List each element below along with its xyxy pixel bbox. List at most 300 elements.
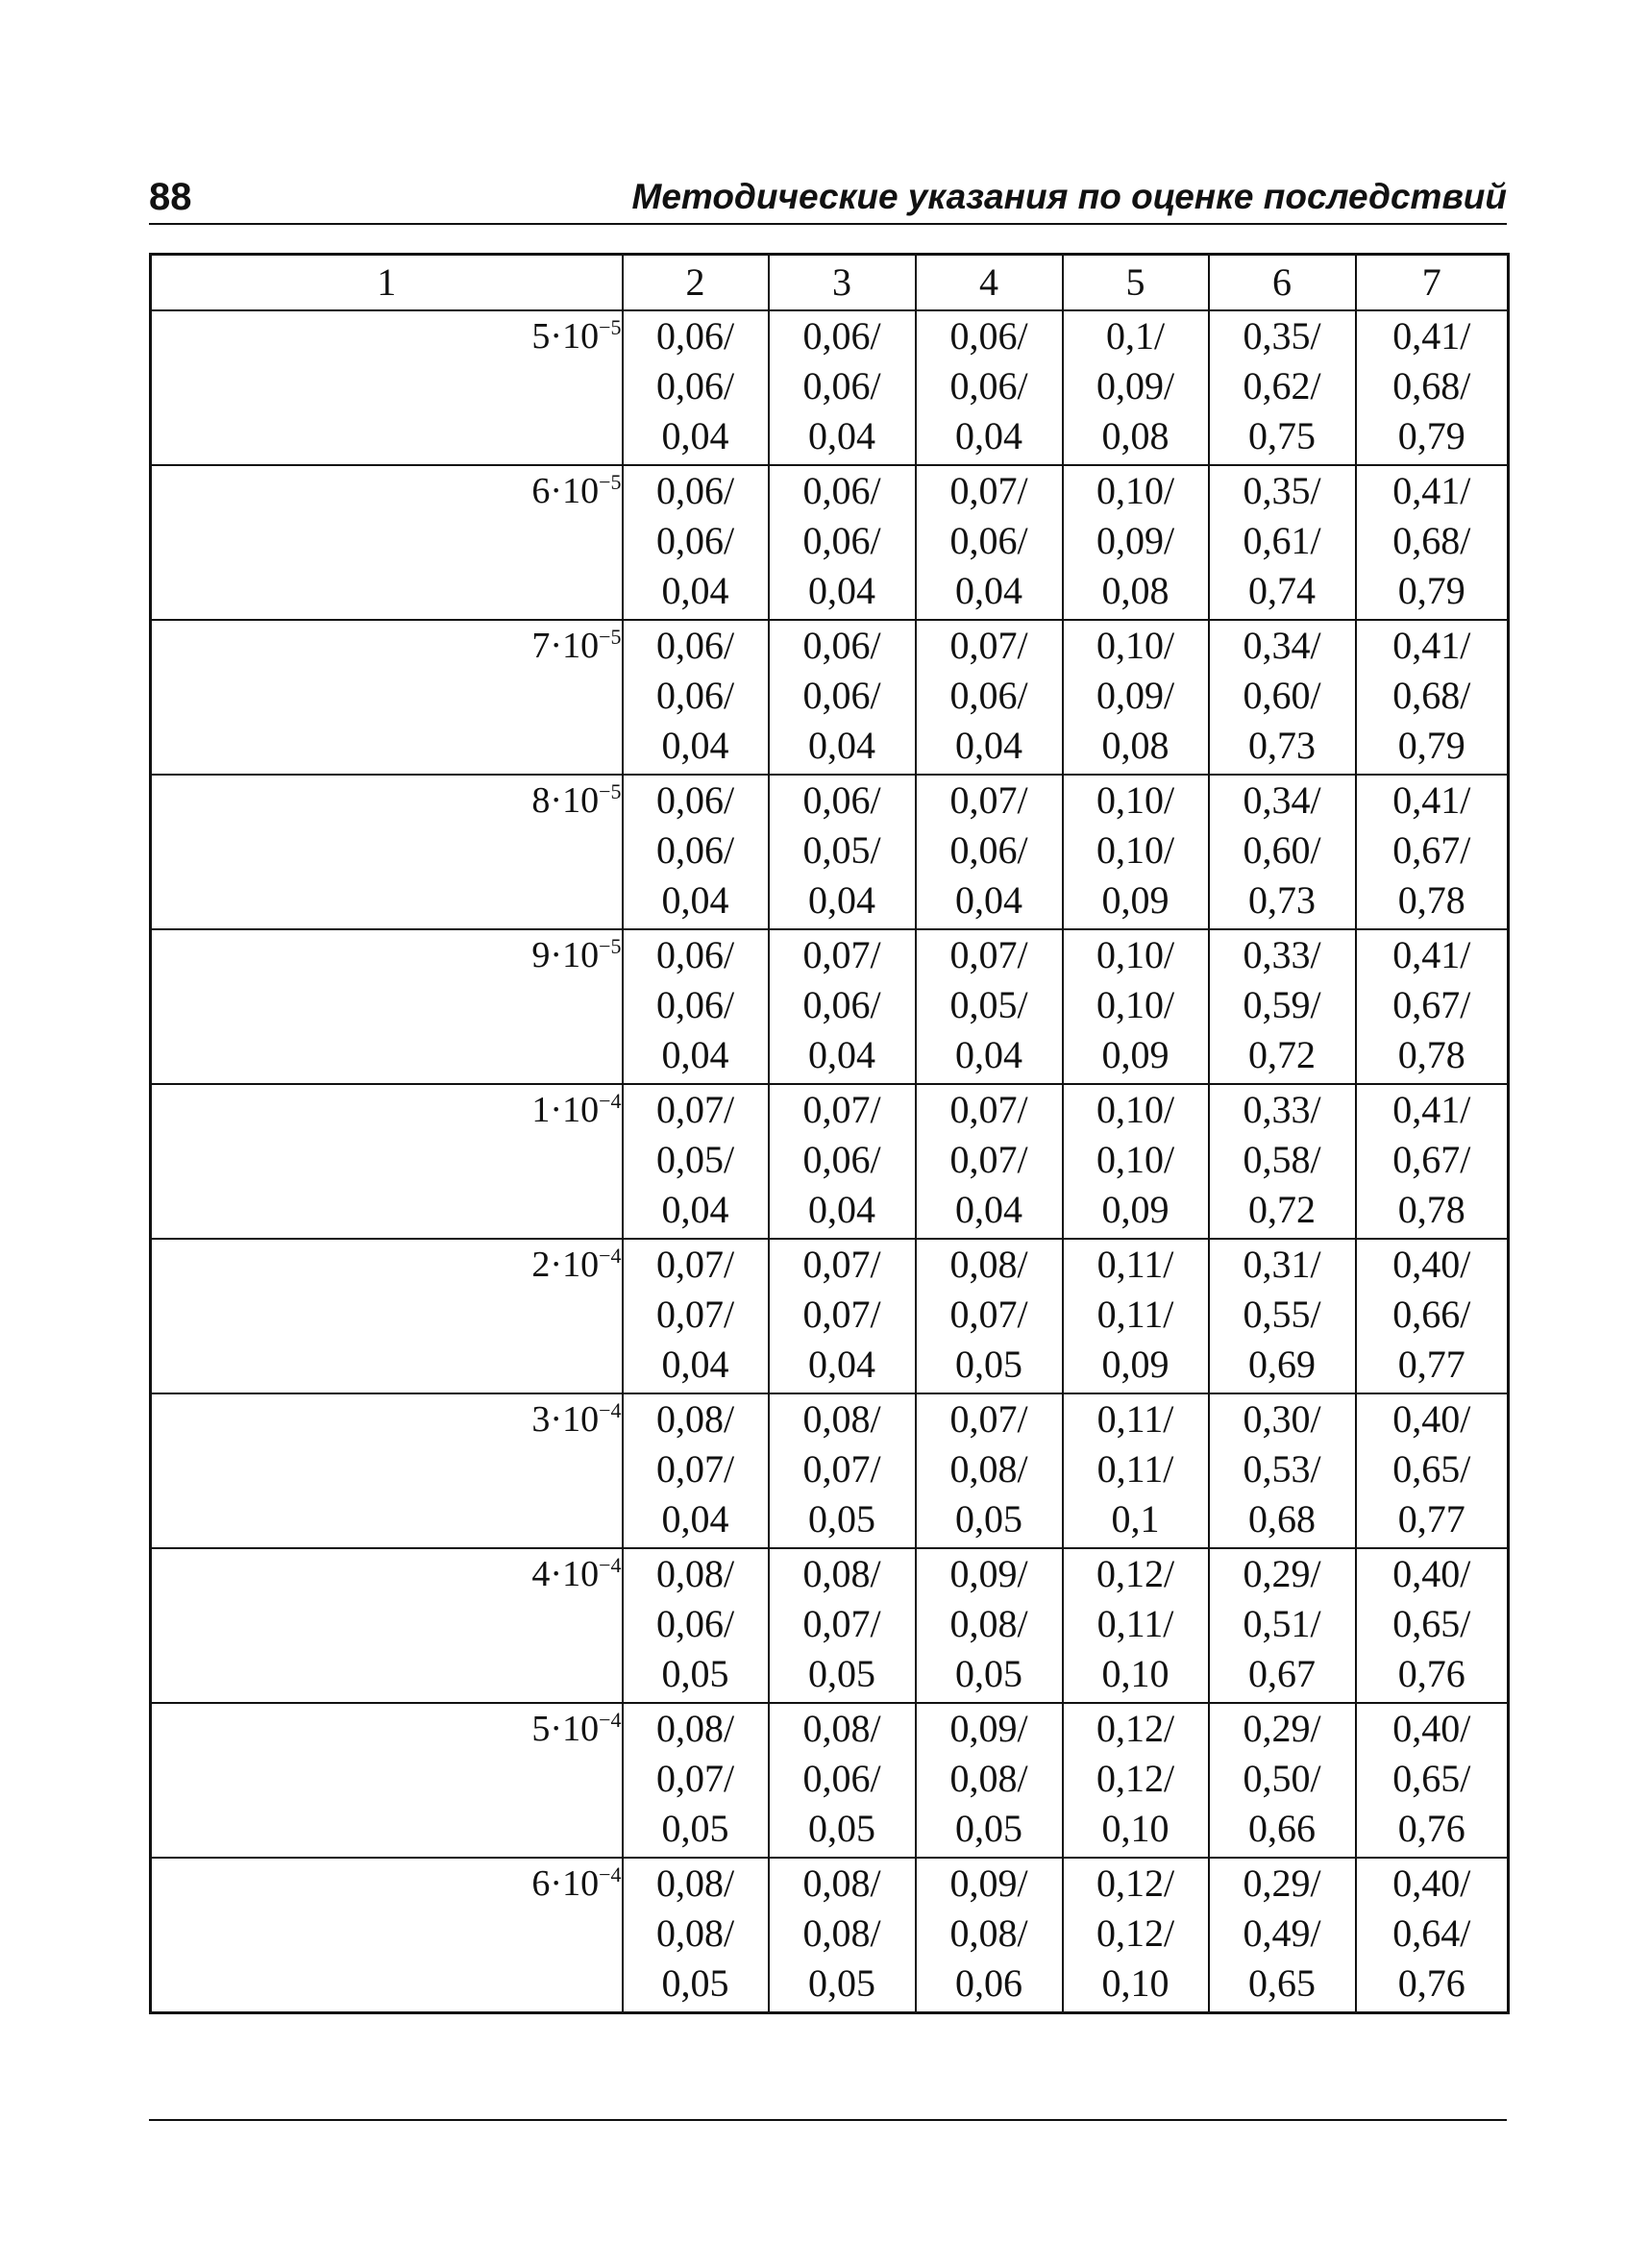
table-cell: [1356, 1084, 1509, 1239]
cell-value: 0,08: [1101, 724, 1170, 767]
table-row: [151, 775, 1509, 929]
table-cell: [916, 1858, 1063, 2012]
cell-value: 0,08/: [949, 1243, 1028, 1286]
row-label-exponent: −5: [599, 470, 622, 494]
cell-value: 0,29/: [1243, 1552, 1321, 1595]
cell-value: 0,05/: [655, 1138, 735, 1181]
cell-value: 0,06/: [949, 828, 1028, 872]
cell-value: 0,64/: [1392, 1911, 1471, 1955]
cell-value: 0,07/: [949, 778, 1028, 822]
cell-value: 0,06/: [655, 469, 735, 512]
cell-value: 0,06/: [655, 778, 735, 822]
cell-value: 0,77: [1397, 1497, 1465, 1541]
table-cell: [1063, 1703, 1209, 1858]
cell-value: 0,04: [808, 1188, 875, 1231]
cell-value: 0,08/: [655, 1707, 735, 1750]
cell-value: 0,07/: [802, 1293, 881, 1336]
cell-value: 0,67: [1248, 1652, 1316, 1695]
row-label-exponent: −5: [599, 934, 622, 958]
footer-rule: [149, 2119, 1507, 2121]
cell-value: 0,04: [955, 1033, 1022, 1076]
cell-value: 0,08: [1101, 414, 1170, 457]
table-cell: [1209, 1239, 1356, 1393]
cell-value: 0,40/: [1392, 1707, 1471, 1750]
table-row: [151, 620, 1509, 775]
row-label-exponent: −4: [599, 1862, 622, 1886]
cell-value: 0,06/: [802, 674, 881, 717]
cell-value: 0,05: [955, 1497, 1022, 1541]
cell-value: 0,40/: [1392, 1397, 1471, 1441]
cell-value: 0,40/: [1392, 1861, 1471, 1905]
cell-value: 0,49/: [1243, 1911, 1321, 1955]
table-cell: [1209, 1393, 1356, 1548]
cell-value: 0,76: [1397, 1961, 1465, 2005]
table-cell: [1356, 775, 1509, 929]
cell-value: 0,06/: [802, 364, 881, 407]
cell-value: 0,07/: [949, 1293, 1028, 1336]
cell-value: 0,11/: [1096, 1293, 1174, 1336]
cell-value: 0,78: [1397, 878, 1465, 922]
table-cell: [623, 1703, 769, 1858]
cell-value: 0,10/: [1096, 778, 1175, 822]
header-row: [151, 255, 1509, 311]
cell-value: 0,31/: [1243, 1243, 1321, 1286]
cell-value: 0,79: [1397, 724, 1465, 767]
table-cell: [1063, 1084, 1209, 1239]
row-label-exponent: −5: [599, 779, 622, 803]
table-cell: [1356, 1393, 1509, 1548]
cell-value: 0,40/: [1392, 1552, 1471, 1595]
cell-value: 0,60/: [1243, 674, 1321, 717]
cell-value: 0,04: [661, 724, 729, 767]
cell-value: 0,65/: [1392, 1447, 1471, 1491]
cell-value: 0,07/: [949, 1138, 1028, 1181]
cell-value: 0,06/: [802, 1138, 881, 1181]
table-cell: [916, 929, 1063, 1084]
column-header: 5: [1063, 255, 1209, 311]
table-cell: [1209, 1858, 1356, 2012]
cell-value: 0,10/: [1096, 1088, 1175, 1131]
cell-value: 0,05: [955, 1343, 1022, 1386]
table-cell: [623, 620, 769, 775]
cell-value: 0,35/: [1243, 469, 1321, 512]
table-cell: [623, 1393, 769, 1548]
cell-value: 0,06: [955, 1961, 1022, 2005]
cell-value: 0,68/: [1392, 364, 1471, 407]
cell-value: 0,73: [1248, 724, 1316, 767]
table-cell: [1356, 1703, 1509, 1858]
cell-value: 0,09: [1101, 878, 1170, 922]
cell-value: 0,06/: [802, 1757, 881, 1800]
row-label-base: 9·10: [531, 935, 600, 975]
cell-value: 0,04: [808, 1343, 875, 1386]
cell-value: 0,78: [1397, 1033, 1465, 1076]
cell-value: 0,06/: [949, 674, 1028, 717]
cell-value: 0,12/: [1096, 1707, 1175, 1750]
cell-value: 0,07/: [802, 1602, 881, 1645]
cell-value: 0,09/: [949, 1861, 1028, 1905]
table-cell: [769, 929, 916, 1084]
table-cell: [916, 1239, 1063, 1393]
row-label: [151, 1548, 623, 1703]
table-cell: [916, 1703, 1063, 1858]
table-cell: [916, 1393, 1063, 1548]
cell-value: 0,11/: [1096, 1602, 1174, 1645]
table-row: [151, 1703, 1509, 1858]
cell-value: 0,59/: [1243, 983, 1321, 1026]
cell-value: 0,74: [1248, 569, 1316, 612]
cell-value: 0,79: [1397, 569, 1465, 612]
cell-value: 0,04: [661, 878, 729, 922]
cell-value: 0,73: [1248, 878, 1316, 922]
table-cell: [1063, 620, 1209, 775]
cell-value: 0,04: [955, 569, 1022, 612]
cell-value: 0,69: [1248, 1343, 1316, 1386]
data-table: [149, 253, 1510, 2014]
cell-value: 0,08/: [949, 1757, 1028, 1800]
table-cell: [1063, 310, 1209, 465]
row-label-base: 5·10: [531, 1709, 600, 1749]
table-cell: [769, 775, 916, 929]
cell-value: 0,09: [1101, 1343, 1170, 1386]
column-header: 2: [623, 255, 769, 311]
cell-value: 0,07/: [655, 1757, 735, 1800]
cell-value: 0,65/: [1392, 1757, 1471, 1800]
table-cell: [916, 1084, 1063, 1239]
cell-value: 0,41/: [1392, 778, 1471, 822]
cell-value: 0,78: [1397, 1188, 1465, 1231]
row-label: [151, 1393, 623, 1548]
cell-value: 0,06/: [655, 933, 735, 976]
cell-value: 0,68/: [1392, 519, 1471, 562]
cell-value: 0,07/: [949, 1088, 1028, 1131]
table-row: [151, 1239, 1509, 1393]
table-cell: [1063, 465, 1209, 620]
cell-value: 0,04: [661, 1343, 729, 1386]
cell-value: 0,41/: [1392, 933, 1471, 976]
cell-value: 0,65/: [1392, 1602, 1471, 1645]
row-label: [151, 929, 623, 1084]
cell-value: 0,06/: [802, 469, 881, 512]
cell-value: 0,75: [1248, 414, 1316, 457]
table-cell: [1356, 1858, 1509, 2012]
cell-value: 0,10/: [1096, 1138, 1175, 1181]
cell-value: 0,41/: [1392, 469, 1471, 512]
table-cell: [1063, 1393, 1209, 1548]
cell-value: 0,12/: [1096, 1911, 1175, 1955]
cell-value: 0,33/: [1243, 1088, 1321, 1131]
row-label: [151, 465, 623, 620]
row-label-exponent: −5: [599, 625, 622, 649]
cell-value: 0,06/: [655, 364, 735, 407]
table-cell: [769, 1703, 916, 1858]
cell-value: 0,08/: [655, 1552, 735, 1595]
cell-value: 0,07/: [949, 624, 1028, 667]
cell-value: 0,04: [661, 1497, 729, 1541]
table-cell: [916, 1548, 1063, 1703]
cell-value: 0,04: [955, 414, 1022, 457]
cell-value: 0,10: [1101, 1652, 1170, 1695]
table-row: [151, 1858, 1509, 2012]
table-cell: [916, 620, 1063, 775]
column-header: 4: [916, 255, 1063, 311]
cell-value: 0,08/: [802, 1552, 881, 1595]
table-cell: [1356, 310, 1509, 465]
cell-value: 0,1: [1111, 1497, 1160, 1541]
cell-value: 0,07/: [949, 933, 1028, 976]
table-cell: [623, 929, 769, 1084]
cell-value: 0,53/: [1243, 1447, 1321, 1491]
row-label-base: 1·10: [531, 1090, 600, 1130]
cell-value: 0,12/: [1096, 1552, 1175, 1595]
cell-value: 0,07/: [949, 1397, 1028, 1441]
cell-value: 0,04: [955, 1188, 1022, 1231]
row-label-exponent: −5: [599, 315, 622, 339]
cell-value: 0,09: [1101, 1188, 1170, 1231]
cell-value: 0,66/: [1392, 1293, 1471, 1336]
cell-value: 0,04: [808, 724, 875, 767]
table-cell: [1063, 1858, 1209, 2012]
cell-value: 0,51/: [1243, 1602, 1321, 1645]
row-label: [151, 310, 623, 465]
table-cell: [769, 1858, 916, 2012]
cell-value: 0,06/: [949, 364, 1028, 407]
table-row: [151, 1548, 1509, 1703]
table-cell: [1209, 775, 1356, 929]
cell-value: 0,08/: [802, 1861, 881, 1905]
cell-value: 0,08/: [655, 1397, 735, 1441]
row-label-base: 2·10: [531, 1245, 600, 1285]
cell-value: 0,41/: [1392, 1088, 1471, 1131]
cell-value: 0,06/: [802, 519, 881, 562]
table-cell: [1063, 929, 1209, 1084]
cell-value: 0,07/: [802, 933, 881, 976]
cell-value: 0,05: [661, 1807, 729, 1850]
cell-value: 0,09/: [949, 1707, 1028, 1750]
table-cell: [1209, 620, 1356, 775]
cell-value: 0,08/: [949, 1602, 1028, 1645]
table-cell: [769, 1393, 916, 1548]
cell-value: 0,10/: [1096, 983, 1175, 1026]
page-header: [149, 173, 1507, 221]
cell-value: 0,07/: [655, 1293, 735, 1336]
column-header: 3: [769, 255, 916, 311]
row-label-exponent: −4: [599, 1089, 622, 1113]
cell-value: 0,06/: [802, 314, 881, 357]
table-cell: [769, 1084, 916, 1239]
row-label: [151, 775, 623, 929]
cell-value: 0,34/: [1243, 624, 1321, 667]
cell-value: 0,04: [955, 878, 1022, 922]
table-cell: [623, 1084, 769, 1239]
table-cell: [1209, 310, 1356, 465]
cell-value: 0,09: [1101, 1033, 1170, 1076]
cell-value: 0,60/: [1243, 828, 1321, 872]
cell-value: 0,35/: [1243, 314, 1321, 357]
table-cell: [916, 465, 1063, 620]
cell-value: 0,29/: [1243, 1707, 1321, 1750]
cell-value: 0,08/: [655, 1911, 735, 1955]
cell-value: 0,05: [661, 1961, 729, 2005]
cell-value: 0,08: [1101, 569, 1170, 612]
cell-value: 0,79: [1397, 414, 1465, 457]
cell-value: 0,77: [1397, 1343, 1465, 1386]
row-label: [151, 1239, 623, 1393]
row-label-base: 7·10: [531, 626, 600, 666]
cell-value: 0,06/: [802, 778, 881, 822]
cell-value: 0,68/: [1392, 674, 1471, 717]
cell-value: 0,67/: [1392, 1138, 1471, 1181]
cell-value: 0,10: [1101, 1961, 1170, 2005]
cell-value: 0,10/: [1096, 933, 1175, 976]
cell-value: 0,67/: [1392, 983, 1471, 1026]
row-label-base: 8·10: [531, 780, 600, 821]
table-cell: [769, 620, 916, 775]
cell-value: 0,08/: [949, 1911, 1028, 1955]
cell-value: 0,05/: [949, 983, 1028, 1026]
cell-value: 0,55/: [1243, 1293, 1321, 1336]
row-label: [151, 1084, 623, 1239]
running-title: Методические указания по оценке последствий: [631, 177, 1507, 216]
table-cell: [1063, 775, 1209, 929]
cell-value: 0,04: [808, 569, 875, 612]
table-cell: [769, 1239, 916, 1393]
cell-value: 0,68: [1248, 1497, 1316, 1541]
page-number: 88: [149, 176, 192, 218]
cell-value: 0,41/: [1392, 314, 1471, 357]
row-label-base: 4·10: [531, 1554, 600, 1594]
cell-value: 0,10/: [1096, 624, 1175, 667]
table-cell: [623, 465, 769, 620]
cell-value: 0,07/: [949, 469, 1028, 512]
table-row: [151, 1084, 1509, 1239]
cell-value: 0,62/: [1243, 364, 1321, 407]
cell-value: 0,50/: [1243, 1757, 1321, 1800]
table-cell: [769, 310, 916, 465]
table-cell: [1356, 1239, 1509, 1393]
cell-value: 0,67/: [1392, 828, 1471, 872]
cell-value: 0,08/: [802, 1397, 881, 1441]
cell-value: 0,72: [1248, 1033, 1316, 1076]
row-label-base: 6·10: [531, 1863, 600, 1904]
cell-value: 0,10/: [1096, 469, 1175, 512]
table-cell: [623, 1239, 769, 1393]
cell-value: 0,12/: [1096, 1861, 1175, 1905]
cell-value: 0,29/: [1243, 1861, 1321, 1905]
cell-value: 0,1/: [1105, 314, 1166, 357]
cell-value: 0,04: [955, 724, 1022, 767]
cell-value: 0,04: [661, 414, 729, 457]
row-label-exponent: −4: [599, 1708, 622, 1732]
cell-value: 0,06/: [655, 624, 735, 667]
cell-value: 0,08/: [802, 1707, 881, 1750]
cell-value: 0,08/: [949, 1447, 1028, 1491]
table-header: [151, 255, 1509, 311]
cell-value: 0,04: [808, 414, 875, 457]
row-label: [151, 1858, 623, 2012]
cell-value: 0,05/: [802, 828, 881, 872]
table-cell: [623, 1548, 769, 1703]
table-cell: [1356, 465, 1509, 620]
cell-value: 0,08/: [802, 1911, 881, 1955]
table-cell: [1209, 1084, 1356, 1239]
table-cell: [623, 775, 769, 929]
cell-value: 0,05: [808, 1807, 875, 1850]
cell-value: 0,11/: [1096, 1447, 1174, 1491]
table-cell: [769, 465, 916, 620]
row-label-base: 5·10: [531, 316, 600, 357]
cell-value: 0,07/: [802, 1447, 881, 1491]
cell-value: 0,06/: [655, 1602, 735, 1645]
cell-value: 0,72: [1248, 1188, 1316, 1231]
cell-value: 0,07/: [802, 1243, 881, 1286]
cell-value: 0,10: [1101, 1807, 1170, 1850]
cell-value: 0,66: [1248, 1807, 1316, 1850]
cell-value: 0,06/: [949, 314, 1028, 357]
table-cell: [623, 310, 769, 465]
cell-value: 0,05: [808, 1652, 875, 1695]
cell-value: 0,04: [808, 1033, 875, 1076]
table-row: [151, 1393, 1509, 1548]
cell-value: 0,76: [1397, 1652, 1465, 1695]
table-cell: [769, 1548, 916, 1703]
cell-value: 0,04: [661, 1033, 729, 1076]
cell-value: 0,06/: [949, 519, 1028, 562]
row-label: [151, 1703, 623, 1858]
cell-value: 0,04: [661, 1188, 729, 1231]
column-header: 1: [151, 255, 623, 311]
cell-value: 0,34/: [1243, 778, 1321, 822]
table-row: [151, 310, 1509, 465]
row-label-base: 3·10: [531, 1399, 600, 1440]
header-rule: [149, 223, 1507, 225]
cell-value: 0,04: [661, 569, 729, 612]
table-row: [151, 929, 1509, 1084]
cell-value: 0,09/: [1096, 519, 1175, 562]
cell-value: 0,06/: [655, 983, 735, 1026]
column-header: 7: [1356, 255, 1509, 311]
cell-value: 0,06/: [655, 674, 735, 717]
cell-value: 0,65: [1248, 1961, 1316, 2005]
cell-value: 0,06/: [655, 519, 735, 562]
cell-value: 0,05: [808, 1961, 875, 2005]
cell-value: 0,05: [661, 1652, 729, 1695]
table-cell: [1063, 1239, 1209, 1393]
cell-value: 0,11/: [1096, 1397, 1174, 1441]
cell-value: 0,10/: [1096, 828, 1175, 872]
cell-value: 0,07/: [655, 1447, 735, 1491]
cell-value: 0,09/: [1096, 674, 1175, 717]
cell-value: 0,07/: [655, 1088, 735, 1131]
table-cell: [916, 310, 1063, 465]
cell-value: 0,76: [1397, 1807, 1465, 1850]
cell-value: 0,11/: [1096, 1243, 1174, 1286]
cell-value: 0,06/: [655, 828, 735, 872]
cell-value: 0,05: [955, 1807, 1022, 1850]
cell-value: 0,09/: [1096, 364, 1175, 407]
cell-value: 0,12/: [1096, 1757, 1175, 1800]
table-cell: [1209, 1703, 1356, 1858]
cell-value: 0,06/: [655, 314, 735, 357]
row-label-exponent: −4: [599, 1398, 622, 1422]
cell-value: 0,30/: [1243, 1397, 1321, 1441]
table-row: [151, 465, 1509, 620]
table-cell: [1356, 620, 1509, 775]
row-label-exponent: −4: [599, 1244, 622, 1268]
table-cell: [1209, 465, 1356, 620]
row-label-exponent: −4: [599, 1553, 622, 1577]
table-cell: [1356, 1548, 1509, 1703]
